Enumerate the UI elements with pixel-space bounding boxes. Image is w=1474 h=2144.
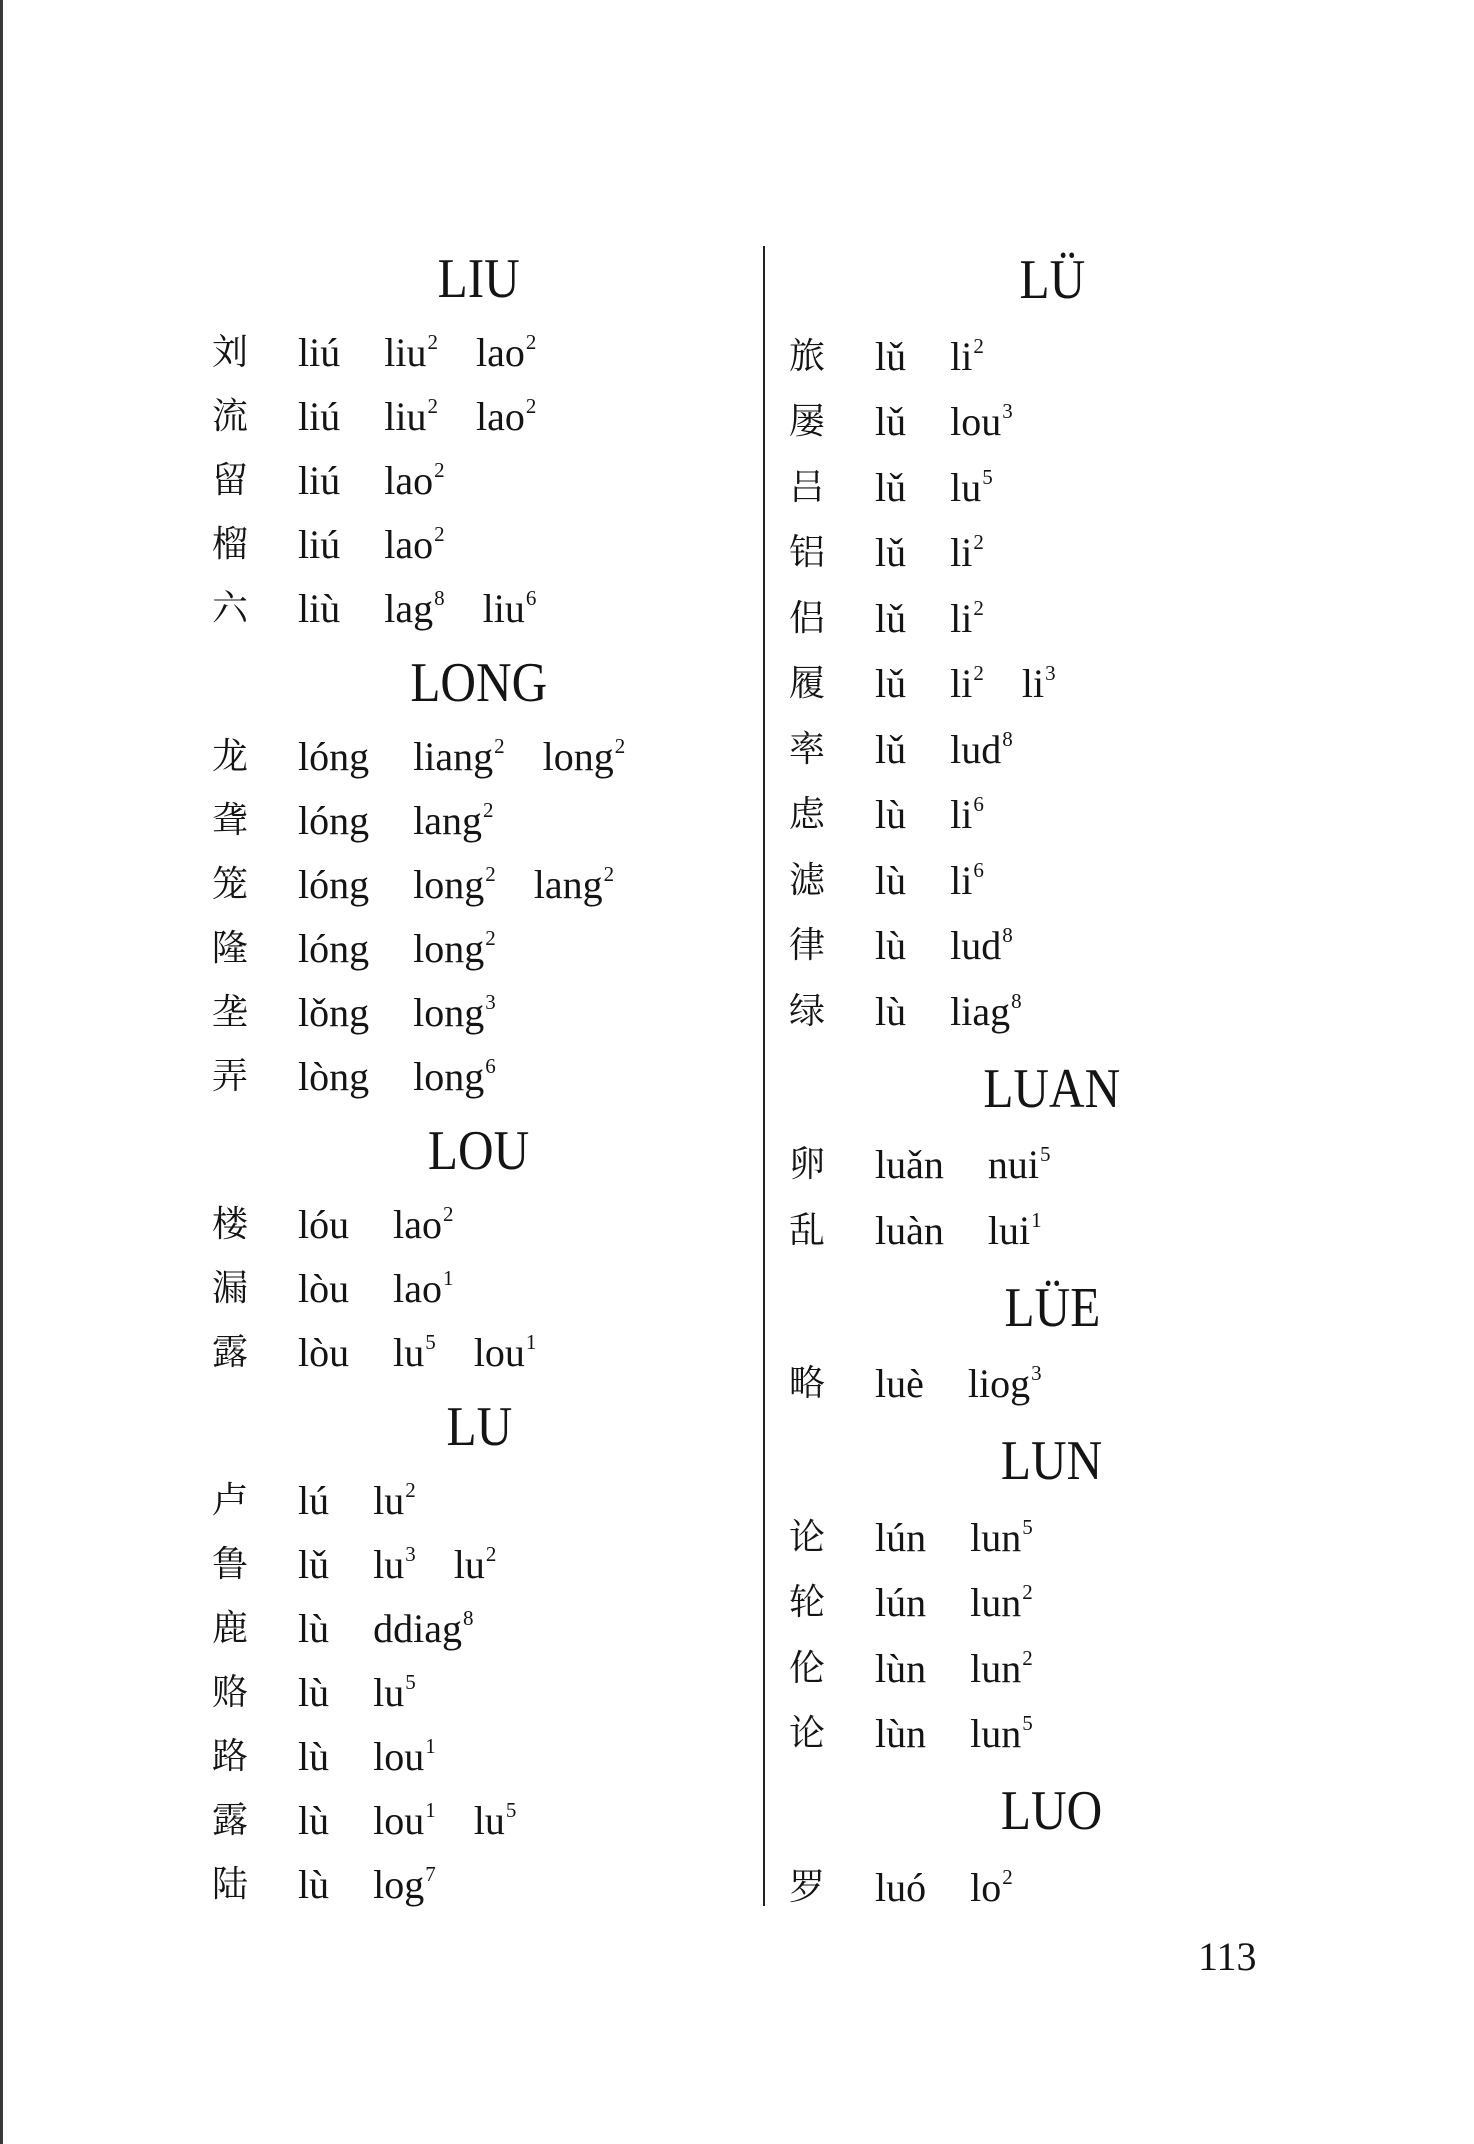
reading-tone: 5 <box>1022 1514 1033 1539</box>
entry-character: 漏 <box>212 1268 249 1309</box>
reading-syllable: lud <box>950 923 1002 969</box>
entry-character: 弄 <box>212 1056 249 1097</box>
reading-syllable: li <box>950 595 973 641</box>
reading-tone: 1 <box>1031 1207 1042 1232</box>
section-heading-text: LUO <box>1001 1780 1103 1842</box>
entry-row <box>212 1725 746 1789</box>
reading-syllable: lun <box>970 1580 1022 1626</box>
dialect-reading <box>413 1054 496 1099</box>
entry-row <box>212 1045 746 1109</box>
entry-pinyin: lùn <box>875 1711 927 1757</box>
entry-character: 略 <box>789 1363 826 1405</box>
entry-pinyin: lú <box>298 1478 330 1523</box>
entry-pinyin: liú <box>298 330 341 375</box>
entry-character: 卢 <box>212 1480 249 1521</box>
entry-pinyin: lún <box>875 1580 927 1626</box>
entry-row <box>212 1597 746 1661</box>
reading-tone: 2 <box>1022 1645 1033 1670</box>
dialect-reading <box>413 990 496 1035</box>
entry-row <box>789 783 1315 849</box>
entry-pinyin: lóng <box>298 862 370 907</box>
entry-pinyin: lù <box>298 1606 330 1651</box>
reading-tone: 8 <box>1002 923 1013 948</box>
entry-row <box>789 521 1315 587</box>
entry-character: 滤 <box>789 859 826 901</box>
entry-character: 屡 <box>789 401 826 443</box>
page-edge <box>0 0 3 2144</box>
entry-row <box>212 1661 746 1725</box>
section-heading <box>789 236 1315 324</box>
dialect-reading <box>950 595 984 641</box>
reading-syllable: li <box>950 661 973 707</box>
dialect-reading <box>542 734 626 779</box>
entry-character: 笼 <box>212 864 249 905</box>
entry-character: 轮 <box>789 1582 826 1624</box>
entry-character: 聋 <box>212 800 249 841</box>
reading-syllable: lao <box>475 330 525 375</box>
reading-syllable: lao <box>393 1202 442 1247</box>
entry-row <box>789 1505 1315 1571</box>
dialect-reading <box>967 1361 1042 1407</box>
dialect-reading <box>970 1514 1033 1560</box>
entry-character: 铝 <box>789 532 826 574</box>
entry-row <box>212 981 746 1045</box>
reading-syllable: long <box>413 990 485 1035</box>
entry-character: 赂 <box>212 1672 249 1713</box>
entry-row <box>789 1571 1315 1637</box>
reading-tone: 2 <box>427 330 438 354</box>
reading-tone: 7 <box>425 1862 436 1886</box>
dialect-reading <box>384 586 445 631</box>
entry-pinyin: lù <box>298 1734 330 1779</box>
dialect-reading <box>373 1862 436 1907</box>
entry-row <box>212 1321 746 1385</box>
reading-syllable: lun <box>970 1645 1022 1691</box>
section-heading <box>212 237 746 321</box>
dialect-reading <box>950 399 1013 445</box>
dialect-reading <box>384 394 438 439</box>
dialect-reading <box>373 1798 436 1843</box>
entry-character: 露 <box>212 1800 249 1841</box>
entry-row <box>212 1853 746 1917</box>
reading-tone: 2 <box>427 394 438 418</box>
entry-row <box>212 1789 746 1853</box>
reading-syllable: ddiag <box>373 1606 462 1651</box>
dialect-reading <box>413 734 505 779</box>
section-heading-text: LÜE <box>1004 1276 1100 1339</box>
entry-row <box>789 455 1315 521</box>
entry-pinyin: lǔ <box>875 726 907 772</box>
section-heading-text: LUAN <box>983 1057 1121 1120</box>
dialect-reading <box>393 1266 454 1311</box>
entry-row <box>789 979 1315 1045</box>
dialect-reading <box>413 862 496 907</box>
reading-tone: 2 <box>434 522 445 546</box>
reading-syllable: liag <box>950 988 1011 1034</box>
dialect-reading <box>950 464 993 510</box>
dialect-reading <box>987 1207 1042 1253</box>
dialect-reading <box>950 530 984 576</box>
reading-tone: 3 <box>1002 399 1013 424</box>
dialect-reading <box>373 1734 436 1779</box>
reading-syllable: li <box>950 530 973 576</box>
dialect-reading <box>384 330 438 375</box>
reading-tone: 1 <box>525 1330 537 1354</box>
reading-syllable: long <box>542 734 614 779</box>
reading-tone: 2 <box>973 661 984 686</box>
column-divider <box>763 246 765 1906</box>
reading-tone: 6 <box>973 792 984 817</box>
section-heading-text: LUN <box>1001 1430 1103 1492</box>
reading-syllable: lu <box>453 1542 485 1587</box>
reading-syllable: long <box>413 862 485 907</box>
entry-character: 乱 <box>789 1209 826 1251</box>
entry-pinyin: lǔ <box>875 530 907 576</box>
entry-row <box>212 1533 746 1597</box>
reading-tone: 3 <box>1031 1361 1042 1386</box>
dialect-reading <box>413 926 496 971</box>
dialect-reading <box>393 1330 436 1375</box>
dialect-reading <box>373 1542 416 1587</box>
reading-tone: 3 <box>485 990 496 1014</box>
entry-row <box>789 848 1315 914</box>
dialect-reading <box>373 1606 474 1651</box>
entry-row <box>212 853 746 917</box>
reading-tone: 2 <box>525 394 537 418</box>
entry-pinyin: lǔ <box>875 661 907 707</box>
reading-tone: 1 <box>443 1266 454 1290</box>
reading-syllable: lou <box>373 1798 425 1843</box>
entry-character: 侣 <box>789 597 826 639</box>
section-heading <box>789 1264 1315 1352</box>
section-heading-text: LIU <box>437 248 521 310</box>
entry-character: 旅 <box>789 335 826 377</box>
entry-pinyin: lù <box>298 1798 330 1843</box>
reading-syllable: liu <box>384 330 427 375</box>
entry-pinyin: lù <box>875 792 907 838</box>
entry-pinyin: lù <box>298 1670 330 1715</box>
reading-tone: 2 <box>973 530 984 555</box>
reading-tone: 2 <box>603 862 615 886</box>
reading-tone: 5 <box>982 464 993 489</box>
reading-tone: 2 <box>443 1202 454 1226</box>
reading-syllable: liu <box>482 586 525 631</box>
reading-syllable: lao <box>475 394 525 439</box>
reading-tone: 2 <box>1002 1864 1013 1889</box>
reading-syllable: lu <box>373 1542 405 1587</box>
reading-syllable: liog <box>967 1361 1031 1407</box>
entry-character: 刘 <box>212 332 249 373</box>
reading-tone: 2 <box>485 862 496 886</box>
dialect-reading <box>482 586 537 631</box>
reading-tone: 2 <box>525 330 537 354</box>
reading-tone: 3 <box>1045 661 1056 686</box>
entry-character: 榴 <box>212 524 249 565</box>
reading-syllable: lun <box>970 1514 1022 1560</box>
entry-pinyin: lùn <box>875 1645 927 1691</box>
reading-syllable: lu <box>950 464 982 510</box>
entry-pinyin: lù <box>298 1862 330 1907</box>
reading-syllable: lun <box>970 1711 1022 1757</box>
entry-row <box>212 917 746 981</box>
entry-row <box>789 1198 1315 1264</box>
dialect-reading <box>384 522 445 567</box>
reading-tone: 2 <box>485 1542 497 1566</box>
entry-pinyin: lóng <box>298 798 370 843</box>
entry-character: 卵 <box>789 1144 826 1186</box>
reading-tone: 8 <box>1002 726 1013 751</box>
entry-pinyin: luó <box>875 1864 927 1910</box>
reading-syllable: lud <box>950 726 1002 772</box>
reading-tone: 3 <box>405 1542 416 1566</box>
reading-tone: 5 <box>505 1798 517 1822</box>
entry-character: 六 <box>212 588 249 629</box>
entry-row <box>789 1133 1315 1199</box>
dialect-reading <box>475 394 537 439</box>
entry-pinyin: lù <box>875 923 907 969</box>
reading-tone: 1 <box>425 1734 436 1758</box>
reading-tone: 6 <box>973 857 984 882</box>
dialect-reading <box>393 1202 454 1247</box>
reading-syllable: long <box>413 926 485 971</box>
reading-syllable: li <box>1021 661 1045 707</box>
entry-character: 垄 <box>212 992 249 1033</box>
reading-syllable: lag <box>384 586 434 631</box>
dialect-reading <box>970 1864 1013 1910</box>
reading-syllable: lu <box>373 1478 405 1523</box>
dialect-reading <box>970 1711 1033 1757</box>
section-heading <box>789 1045 1315 1133</box>
reading-syllable: lang <box>533 862 603 907</box>
entry-row <box>212 789 746 853</box>
section-heading-text: LONG <box>410 652 548 714</box>
reading-syllable: li <box>950 333 973 379</box>
entry-character: 吕 <box>789 466 826 508</box>
entry-character: 路 <box>212 1736 249 1777</box>
reading-tone: 2 <box>973 333 984 358</box>
entry-pinyin: lòu <box>298 1330 350 1375</box>
entry-pinyin: lóng <box>298 926 370 971</box>
reading-syllable: lui <box>987 1207 1031 1253</box>
entry-character: 露 <box>212 1332 249 1373</box>
entry-pinyin: lóng <box>298 734 370 779</box>
entry-pinyin: lún <box>875 1514 927 1560</box>
dialect-reading <box>384 458 445 503</box>
entry-pinyin: liú <box>298 522 341 567</box>
entry-row <box>789 324 1315 390</box>
page-number: 113 <box>1198 1934 1257 1979</box>
entry-row <box>789 914 1315 980</box>
section-heading <box>212 641 746 725</box>
entry-row <box>789 586 1315 652</box>
entry-pinyin: liú <box>298 394 341 439</box>
entry-row <box>212 513 746 577</box>
reading-syllable: log <box>373 1862 425 1907</box>
entry-pinyin: lòng <box>298 1054 370 1099</box>
reading-syllable: lao <box>393 1266 442 1311</box>
reading-syllable: lang <box>413 798 482 843</box>
entry-pinyin: lǔ <box>875 333 907 379</box>
entry-row <box>789 390 1315 456</box>
reading-tone: 2 <box>485 926 496 950</box>
entry-row <box>212 1257 746 1321</box>
entry-pinyin: liù <box>298 586 341 631</box>
section-heading <box>789 1767 1315 1855</box>
reading-tone: 6 <box>485 1054 496 1078</box>
entry-pinyin: lóu <box>298 1202 350 1247</box>
reading-syllable: lao <box>384 458 434 503</box>
reading-tone: 5 <box>1040 1142 1051 1167</box>
entry-row <box>212 577 746 641</box>
dialect-reading <box>473 1330 537 1375</box>
section-heading-text: LU <box>446 1396 512 1458</box>
entry-character: 龙 <box>212 736 249 777</box>
dialect-reading <box>950 726 1013 772</box>
entry-pinyin: lǔ <box>875 464 907 510</box>
entry-character: 留 <box>212 460 249 501</box>
dialect-reading <box>1021 661 1056 707</box>
reading-tone: 8 <box>434 586 445 610</box>
entry-pinyin: lǔ <box>875 399 907 445</box>
entry-character: 伦 <box>789 1647 826 1689</box>
entry-row <box>789 1702 1315 1768</box>
dialect-reading <box>970 1645 1033 1691</box>
reading-tone: 5 <box>405 1670 416 1694</box>
entry-row <box>789 1636 1315 1702</box>
reading-tone: 2 <box>973 595 984 620</box>
reading-tone: 8 <box>463 1606 474 1630</box>
entry-pinyin: liú <box>298 458 341 503</box>
entry-pinyin: lǔ <box>298 1542 330 1587</box>
reading-tone: 2 <box>614 734 626 758</box>
entry-character: 论 <box>789 1713 826 1755</box>
dialect-reading <box>950 333 984 379</box>
entry-character: 律 <box>789 925 826 967</box>
entry-character: 隆 <box>212 928 249 969</box>
reading-tone: 1 <box>425 1798 436 1822</box>
reading-syllable: lu <box>473 1798 505 1843</box>
reading-syllable: lou <box>373 1734 425 1779</box>
entry-row <box>212 725 746 789</box>
reading-tone: 2 <box>405 1478 416 1502</box>
reading-tone: 2 <box>483 798 494 822</box>
entry-character: 陆 <box>212 1864 249 1905</box>
entry-pinyin: lù <box>875 988 907 1034</box>
left-column <box>212 237 746 1917</box>
reading-tone: 6 <box>525 586 537 610</box>
dialect-reading <box>970 1580 1033 1626</box>
entry-pinyin: lòu <box>298 1266 350 1311</box>
reading-syllable: long <box>413 1054 485 1099</box>
dialect-reading <box>950 661 984 707</box>
reading-syllable: li <box>950 857 973 903</box>
reading-tone: 2 <box>434 458 445 482</box>
dialect-reading <box>453 1542 497 1587</box>
dialect-reading <box>373 1478 416 1523</box>
section-heading <box>212 1385 746 1469</box>
entry-character: 率 <box>789 728 826 770</box>
entry-row <box>789 652 1315 718</box>
reading-syllable: nui <box>987 1142 1039 1188</box>
entry-character: 论 <box>789 1516 826 1558</box>
entry-character: 楼 <box>212 1204 249 1245</box>
dialect-reading <box>533 862 615 907</box>
dialect-reading <box>475 330 537 375</box>
entry-row <box>212 321 746 385</box>
reading-tone: 5 <box>425 1330 436 1354</box>
entry-row <box>212 1193 746 1257</box>
reading-syllable: lu <box>393 1330 425 1375</box>
entry-row <box>212 1469 746 1533</box>
reading-syllable: lo <box>970 1864 1002 1910</box>
reading-syllable: lu <box>373 1670 405 1715</box>
reading-syllable: lou <box>950 399 1002 445</box>
entry-row <box>212 449 746 513</box>
entry-character: 罗 <box>789 1866 826 1908</box>
dialect-reading <box>413 798 494 843</box>
entry-row <box>789 717 1315 783</box>
section-heading-text: LÜ <box>1019 249 1085 311</box>
section-heading-text: LOU <box>428 1120 530 1182</box>
section-heading <box>212 1109 746 1193</box>
entry-character: 流 <box>212 396 249 437</box>
dialect-reading <box>473 1798 517 1843</box>
dialect-reading <box>950 988 1022 1034</box>
entry-pinyin: luǎn <box>875 1142 944 1188</box>
entry-pinyin: lù <box>875 857 907 903</box>
entry-row <box>212 385 746 449</box>
entry-pinyin: lǒng <box>298 990 370 1035</box>
entry-character: 鲁 <box>212 1544 249 1585</box>
dialect-reading <box>950 792 984 838</box>
reading-tone: 5 <box>1022 1711 1033 1736</box>
entry-character: 虑 <box>789 794 826 836</box>
dialect-reading <box>373 1670 416 1715</box>
reading-tone: 2 <box>494 734 505 758</box>
entry-pinyin: luàn <box>875 1207 944 1253</box>
reading-syllable: lao <box>384 522 434 567</box>
entry-character: 履 <box>789 663 826 705</box>
entry-pinyin: luè <box>875 1361 924 1407</box>
dialect-reading <box>950 857 984 903</box>
entry-row <box>789 1855 1315 1921</box>
reading-syllable: liu <box>384 394 427 439</box>
entry-character: 鹿 <box>212 1608 249 1649</box>
entry-character: 绿 <box>789 990 826 1032</box>
reading-syllable: liang <box>413 734 494 779</box>
reading-tone: 2 <box>1022 1580 1033 1605</box>
dialect-reading <box>987 1142 1051 1188</box>
entry-row <box>789 1352 1315 1418</box>
reading-syllable: li <box>950 792 973 838</box>
reading-syllable: lou <box>473 1330 525 1375</box>
reading-tone: 8 <box>1011 988 1022 1013</box>
section-heading <box>789 1417 1315 1505</box>
right-column <box>789 236 1315 1921</box>
dialect-reading <box>950 923 1013 969</box>
entry-pinyin: lǔ <box>875 595 907 641</box>
